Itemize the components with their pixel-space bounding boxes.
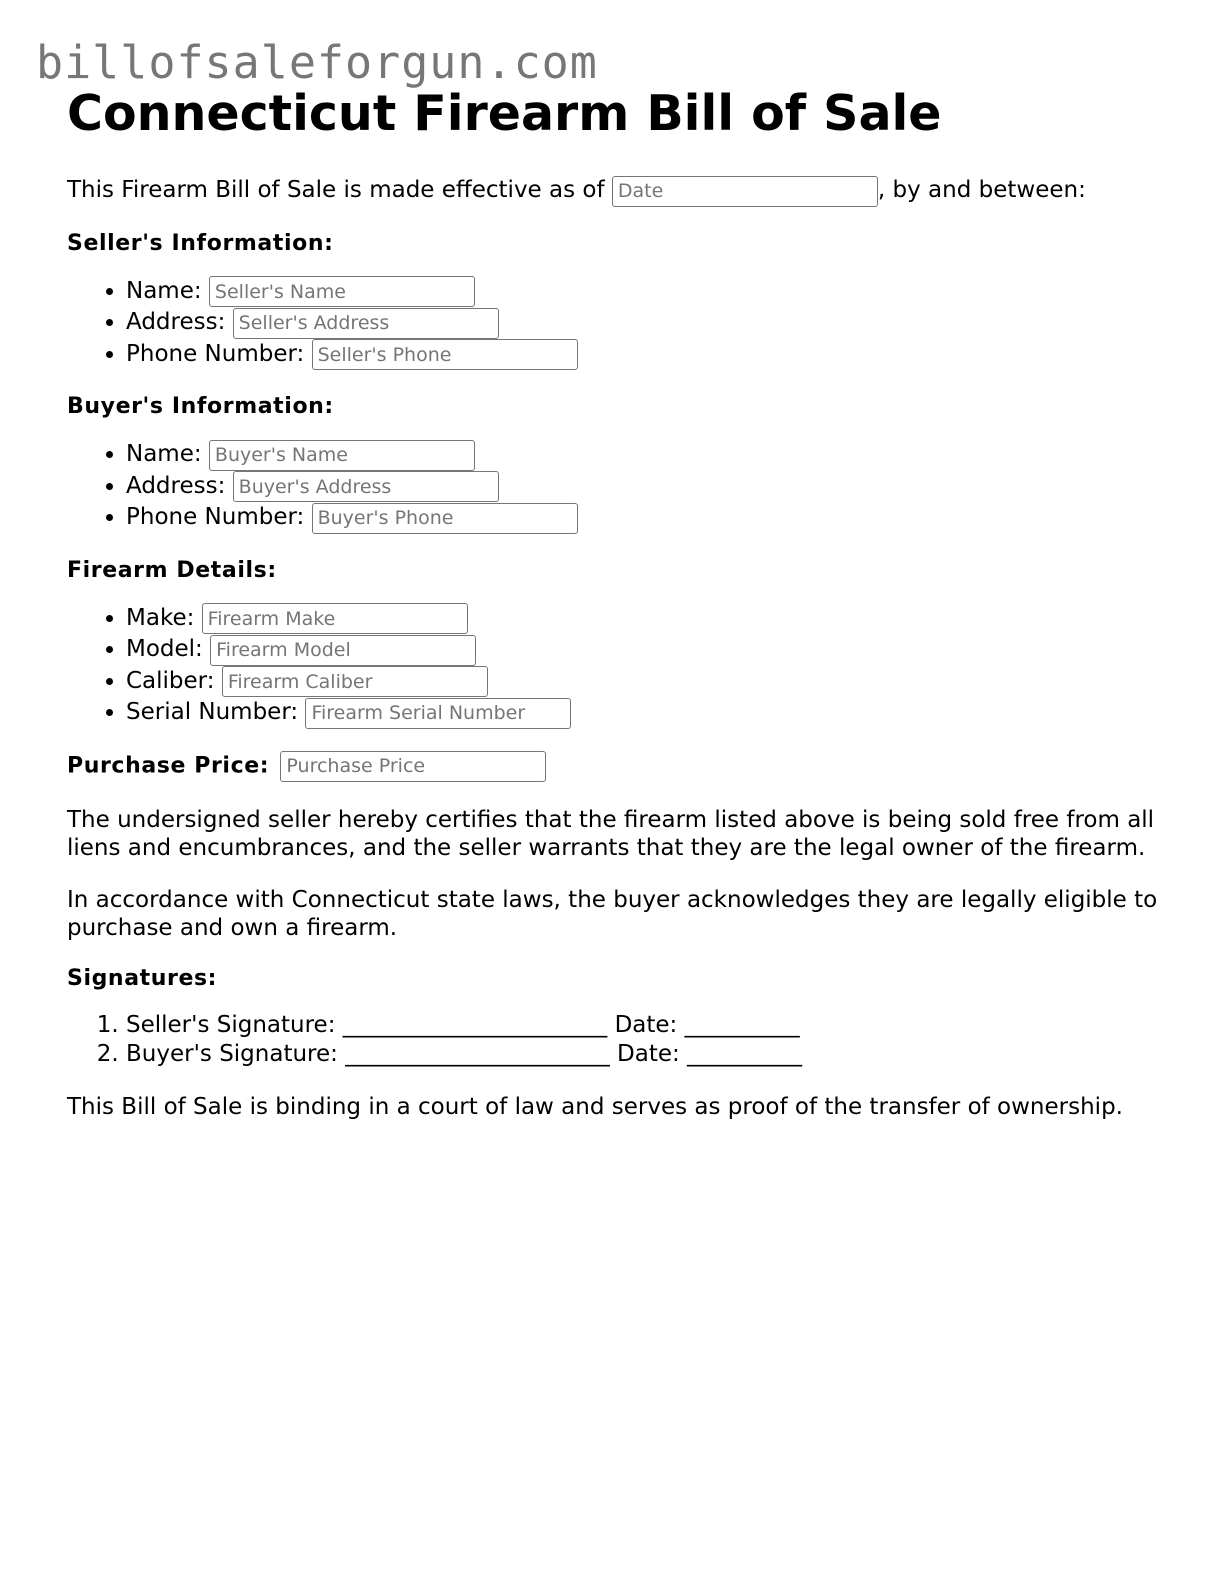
list-item — [126, 339, 1167, 371]
buyer-info-list — [67, 439, 1167, 534]
firearm-caliber-label: Caliber: — [126, 667, 215, 694]
seller-address-label: Address: — [126, 309, 226, 335]
list-item — [126, 697, 1167, 729]
intro-suffix: , by and between: — [877, 177, 1086, 203]
eligibility-paragraph: In accordance with Connecticut state laws, the buyer acknowledges they are legally eligible to purchase and own a firearm. — [67, 886, 1158, 941]
firearm-details-list — [67, 603, 1167, 729]
buyer-phone-label: Phone Number: — [126, 504, 305, 530]
list-item — [126, 439, 1167, 471]
firearm-model-field[interactable] — [210, 635, 476, 666]
seller-heading: Seller's Information: — [67, 230, 334, 256]
list-item — [126, 307, 1167, 339]
seller-name-label: Name: — [126, 277, 202, 304]
bill-of-sale-form — [67, 86, 1167, 1121]
site-watermark: billofsaleforgun.com — [36, 36, 598, 89]
buyer-name-label: Name: — [126, 441, 202, 467]
seller-info-list — [67, 276, 1167, 371]
list-item — [126, 603, 1167, 635]
buyer-address-label: Address: — [126, 472, 226, 499]
purchase-price-label: Purchase Price: — [67, 753, 270, 778]
intro-prefix: This Firearm Bill of Sale is made effective as of — [67, 177, 605, 203]
buyer-name-field[interactable] — [209, 440, 475, 471]
buyer-phone-field[interactable] — [312, 503, 578, 534]
effective-date-field[interactable] — [612, 176, 878, 207]
binding-paragraph: This Bill of Sale is binding in a court of law and serves as proof of the transfer of ownership. — [67, 1093, 1123, 1120]
intro-line — [67, 174, 1167, 207]
seller-signature-line: 1. Seller's Signature: _______________________ Date: __________ — [126, 1011, 1167, 1040]
list-item — [126, 471, 1167, 503]
firearm-make-field[interactable] — [202, 603, 468, 634]
firearm-make-label: Make: — [126, 604, 195, 631]
buyer-address-field[interactable] — [233, 471, 499, 502]
purchase-price-row — [67, 751, 1167, 782]
firearm-serial-field[interactable] — [305, 698, 571, 729]
list-item — [126, 502, 1167, 534]
list-item — [126, 666, 1167, 698]
signatures-heading: Signatures: — [67, 965, 218, 991]
page-title: Connecticut Firearm Bill of Sale — [67, 85, 942, 142]
certification-paragraph: The undersigned seller hereby certifies that the firearm listed above is being sold free from all liens and encumbrances, and the seller warrants that they are the legal owner of the firearm. — [67, 806, 1155, 861]
list-item — [126, 276, 1167, 308]
buyer-heading: Buyer's Information: — [67, 394, 334, 419]
firearm-caliber-field[interactable] — [222, 666, 488, 697]
firearm-heading: Firearm Details: — [67, 557, 277, 583]
seller-phone-label: Phone Number: — [126, 340, 305, 367]
firearm-model-label: Model: — [126, 636, 203, 662]
seller-address-field[interactable] — [233, 308, 499, 339]
seller-phone-field[interactable] — [312, 339, 578, 370]
seller-name-field[interactable] — [209, 276, 475, 307]
firearm-serial-label: Serial Number: — [126, 699, 299, 725]
purchase-price-field[interactable] — [280, 751, 546, 782]
signatures-list — [67, 1011, 1167, 1069]
list-item — [126, 634, 1167, 666]
buyer-signature-line: 2. Buyer's Signature: _______________________ Date: __________ — [126, 1040, 1167, 1069]
